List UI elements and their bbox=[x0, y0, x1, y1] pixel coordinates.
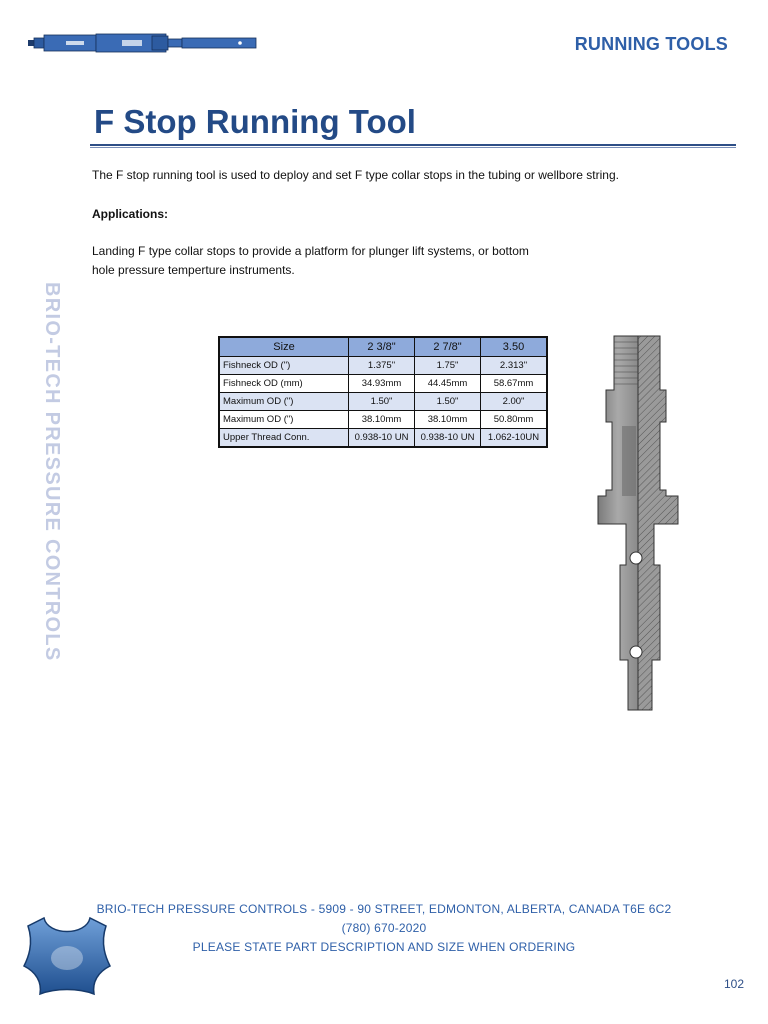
spec-cell: 34.93mm bbox=[349, 375, 415, 393]
spec-cell: 38.10mm bbox=[415, 411, 481, 429]
spec-cell: 0.938-10 UN bbox=[415, 429, 481, 448]
spec-cell: 0.938-10 UN bbox=[349, 429, 415, 448]
title-divider bbox=[90, 144, 736, 148]
spec-table-row bbox=[219, 357, 547, 375]
spec-cell: 1.75" bbox=[415, 357, 481, 375]
side-watermark: BRIO-TECH PRESSURE CONTROLS bbox=[41, 282, 63, 662]
spec-cell: 50.80mm bbox=[481, 411, 548, 429]
spec-cell: 2.313" bbox=[481, 357, 548, 375]
spec-cell: 1.50" bbox=[415, 393, 481, 411]
page-title: F Stop Running Tool bbox=[94, 103, 416, 140]
applications-line-2: hole pressure temperture instruments. bbox=[92, 263, 295, 277]
footer-address: BRIO-TECH PRESSURE CONTROLS - 5909 - 90 STREET, EDMONTON, ALBERTA, CANADA T6E 6C2 bbox=[96, 902, 672, 916]
company-logo-icon bbox=[22, 914, 112, 998]
spec-table-row bbox=[219, 393, 547, 411]
intro-paragraph: The F stop running tool is used to deploy and set F type collar stops in the tubing or wellbore string. bbox=[92, 168, 619, 182]
spec-header-size: Size bbox=[219, 337, 349, 357]
applications-paragraph bbox=[92, 242, 592, 280]
page-number: 102 bbox=[723, 977, 744, 991]
section-title: RUNNING TOOLS bbox=[574, 34, 728, 54]
spec-table bbox=[218, 336, 548, 448]
spec-cell: 1.50" bbox=[349, 393, 415, 411]
spec-cell: 38.10mm bbox=[349, 411, 415, 429]
spec-row-label: Maximum OD (") bbox=[219, 411, 349, 429]
tool-cross-section-drawing-icon bbox=[590, 330, 690, 714]
spec-table-header-row bbox=[219, 337, 547, 357]
spec-table-row bbox=[219, 411, 547, 429]
spec-table-row bbox=[219, 375, 547, 393]
spec-header-col-3: 3.50 bbox=[481, 337, 548, 357]
spec-header-col-2: 2 7/8" bbox=[415, 337, 481, 357]
header-tool-graphic-icon bbox=[28, 30, 258, 56]
applications-heading: Applications: bbox=[92, 207, 169, 221]
spec-row-label: Upper Thread Conn. bbox=[219, 429, 349, 448]
spec-cell: 1.375" bbox=[349, 357, 415, 375]
spec-table-row bbox=[219, 429, 547, 448]
spec-cell: 1.062-10UN bbox=[481, 429, 548, 448]
footer-phone: (780) 670-2020 bbox=[341, 921, 427, 935]
spec-cell: 44.45mm bbox=[415, 375, 481, 393]
spec-cell: 58.67mm bbox=[481, 375, 548, 393]
spec-header-col-1: 2 3/8" bbox=[349, 337, 415, 357]
applications-line-1: Landing F type collar stops to provide a platform for plunger lift systems, or bottom bbox=[92, 244, 529, 258]
spec-row-label: Fishneck OD (mm) bbox=[219, 375, 349, 393]
spec-cell: 2.00" bbox=[481, 393, 548, 411]
spec-row-label: Fishneck OD (") bbox=[219, 357, 349, 375]
footer-ordering-note: PLEASE STATE PART DESCRIPTION AND SIZE WHEN ORDERING bbox=[192, 940, 576, 954]
spec-row-label: Maximum OD (") bbox=[219, 393, 349, 411]
